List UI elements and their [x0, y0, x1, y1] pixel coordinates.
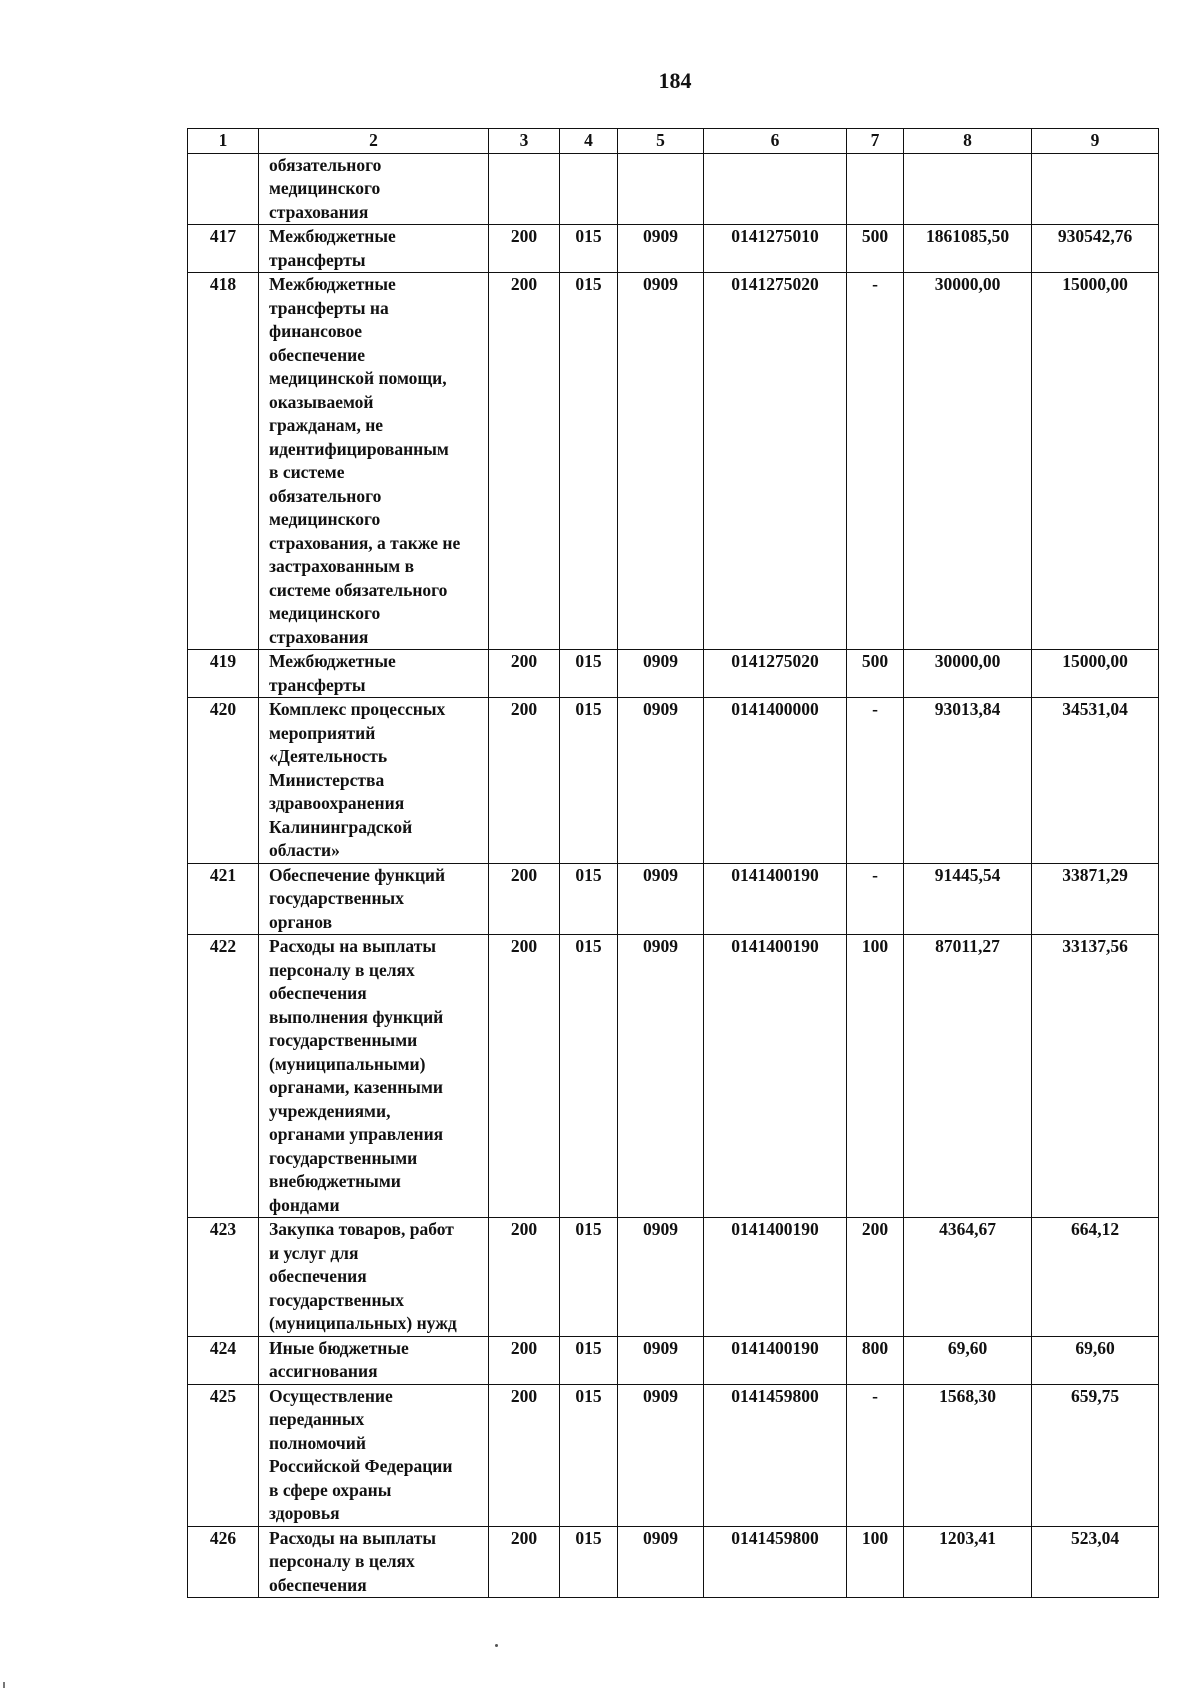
header-cell-2: 2: [259, 129, 489, 154]
row-code-7-cell: -: [847, 273, 904, 650]
row-code-4-cell: 015: [560, 1336, 618, 1384]
row-amount-8-cell: 91445,54: [904, 863, 1032, 935]
row-name-line: государственных: [269, 1289, 404, 1310]
table-row: [188, 698, 1159, 864]
header-cell-6: 6: [704, 129, 847, 154]
row-amount-8-cell: 4364,67: [904, 1218, 1032, 1337]
row-code-5-cell: 0909: [618, 1384, 704, 1526]
row-name-line: Межбюджетные: [269, 651, 396, 671]
row-amount-8-cell: 93013,84: [904, 698, 1032, 864]
row-code-6-cell: 0141400190: [704, 1218, 847, 1337]
row-code-6-cell: 0141275020: [704, 273, 847, 650]
row-amount-9-cell: 15000,00: [1032, 273, 1159, 650]
row-name-line: Закупка товаров, работ: [269, 1219, 454, 1239]
row-amount-9-cell: 523,04: [1032, 1526, 1159, 1598]
row-name-cell: [259, 153, 489, 225]
row-amount-8-cell: 1861085,50: [904, 225, 1032, 273]
row-name-cell: [259, 1336, 489, 1384]
row-name-line: (муниципальными): [269, 1053, 426, 1074]
row-name-line: персоналу в целях: [269, 1551, 415, 1571]
row-code-3-cell: 200: [489, 650, 560, 698]
row-code-3-cell: 200: [489, 935, 560, 1218]
row-code-4-cell: 015: [560, 863, 618, 935]
row-code-4-cell: 015: [560, 650, 618, 698]
row-code-6-cell: 0141275010: [704, 225, 847, 273]
row-name-line: Комплекс процессных: [269, 699, 446, 719]
row-number-cell: 418: [188, 273, 259, 650]
row-name-line: Расходы на выплаты: [269, 1527, 436, 1548]
row-code-6-cell: 0141275020: [704, 650, 847, 698]
row-code-7-cell: -: [847, 863, 904, 935]
row-code-6-cell: 0141459800: [704, 1526, 847, 1598]
row-code-7-cell: 200: [847, 1218, 904, 1337]
row-code-7-cell: -: [847, 698, 904, 864]
row-name-line: государственными: [269, 1030, 418, 1050]
row-name-line: обеспечения: [269, 1266, 367, 1286]
row-code-4-cell: 015: [560, 698, 618, 864]
row-amount-8-cell: 69,60: [904, 1336, 1032, 1384]
row-code-7-cell: 800: [847, 1336, 904, 1384]
row-name-line: мероприятий: [269, 722, 376, 743]
table-row: [188, 1384, 1159, 1526]
row-name-cell: [259, 273, 489, 650]
row-name-line: органов: [269, 911, 333, 932]
row-code-5-cell: 0909: [618, 650, 704, 698]
row-code-4-cell: 015: [560, 225, 618, 273]
row-code-5-cell: 0909: [618, 273, 704, 650]
row-amount-9-cell: 659,75: [1032, 1384, 1159, 1526]
row-code-4-cell: 015: [560, 1384, 618, 1526]
row-code-5-cell: 0909: [618, 225, 704, 273]
row-name-line: здравоохранения: [269, 793, 405, 813]
header-cell-5: 5: [618, 129, 704, 154]
table-row: [188, 1336, 1159, 1384]
row-name-line: трансферты: [269, 249, 366, 270]
row-name-line: персоналу в целях: [269, 959, 415, 980]
row-name-line: в системе: [269, 462, 345, 482]
row-code-7-cell: -: [847, 1384, 904, 1526]
row-code-3-cell: [489, 153, 560, 225]
row-code-4-cell: 015: [560, 273, 618, 650]
row-name-cell: [259, 698, 489, 864]
row-name-line: системе обязательного: [269, 579, 448, 600]
row-number-cell: 422: [188, 935, 259, 1218]
table-body: [188, 153, 1159, 1598]
row-name-line: медицинской помощи,: [269, 368, 447, 388]
row-number-cell: 417: [188, 225, 259, 273]
row-name-line: обеспечения: [269, 1574, 367, 1595]
row-name-line: идентифицированным: [269, 438, 449, 459]
row-name-line: страхования: [269, 626, 369, 647]
row-code-4-cell: 015: [560, 1526, 618, 1598]
row-name-line: полномочий: [269, 1432, 366, 1453]
row-code-5-cell: 0909: [618, 1526, 704, 1598]
row-name-line: страхования, а также не: [269, 532, 461, 553]
row-name-line: государственных: [269, 888, 404, 908]
row-code-7-cell: 500: [847, 650, 904, 698]
row-name-line: трансферты на: [269, 297, 389, 318]
header-row: [188, 129, 1159, 154]
row-name-line: гражданам, не: [269, 415, 384, 435]
scan-mark: [3, 1682, 5, 1688]
row-amount-9-cell: 69,60: [1032, 1336, 1159, 1384]
row-name-cell: [259, 1384, 489, 1526]
row-name-line: органами управления: [269, 1124, 444, 1144]
row-name-line: Иные бюджетные: [269, 1337, 409, 1358]
row-code-6-cell: [704, 153, 847, 225]
row-code-3-cell: 200: [489, 698, 560, 864]
row-amount-9-cell: 33871,29: [1032, 863, 1159, 935]
row-amount-8-cell: 30000,00: [904, 273, 1032, 650]
row-name-line: Осуществление: [269, 1385, 393, 1406]
row-name-line: медицинского: [269, 509, 381, 529]
row-code-5-cell: 0909: [618, 935, 704, 1218]
header-cell-1: 1: [188, 129, 259, 154]
row-code-7-cell: 100: [847, 935, 904, 1218]
row-name-cell: [259, 935, 489, 1218]
row-code-5-cell: 0909: [618, 863, 704, 935]
page-number: 184: [658, 68, 692, 93]
row-name-line: области»: [269, 840, 340, 860]
table-row: [188, 650, 1159, 698]
row-name-cell: [259, 225, 489, 273]
row-name-cell: [259, 650, 489, 698]
row-name-cell: [259, 1526, 489, 1598]
row-name-line: Министерства: [269, 769, 385, 790]
row-name-line: Межбюджетные: [269, 226, 396, 246]
row-code-7-cell: [847, 153, 904, 225]
row-name-line: Обеспечение функций: [269, 864, 446, 885]
header-cell-9: 9: [1032, 129, 1159, 154]
table-row: [188, 1526, 1159, 1598]
row-name-line: Расходы на выплаты: [269, 936, 436, 956]
row-code-3-cell: 200: [489, 863, 560, 935]
row-name-line: переданных: [269, 1409, 365, 1429]
header-cell-8: 8: [904, 129, 1032, 154]
row-name-line: медицинского: [269, 178, 381, 198]
row-name-line: (муниципальных) нужд: [269, 1313, 457, 1333]
row-number-cell: 424: [188, 1336, 259, 1384]
row-amount-9-cell: 15000,00: [1032, 650, 1159, 698]
row-name-line: обязательного: [269, 154, 382, 175]
row-number-cell: 421: [188, 863, 259, 935]
table-row: [188, 863, 1159, 935]
row-name-line: медицинского: [269, 603, 381, 623]
header-cell-4: 4: [560, 129, 618, 154]
row-amount-8-cell: [904, 153, 1032, 225]
row-code-6-cell: 0141459800: [704, 1384, 847, 1526]
row-code-3-cell: 200: [489, 1218, 560, 1337]
row-name-line: учреждениями,: [269, 1100, 391, 1121]
row-amount-9-cell: [1032, 153, 1159, 225]
row-number-cell: 419: [188, 650, 259, 698]
row-name-line: ассигнования: [269, 1361, 378, 1381]
row-name-line: трансферты: [269, 674, 366, 695]
table-row: [188, 935, 1159, 1218]
row-code-3-cell: 200: [489, 273, 560, 650]
row-name-line: обеспечение: [269, 344, 366, 365]
row-amount-9-cell: 34531,04: [1032, 698, 1159, 864]
row-name-line: застрахованным в: [269, 556, 415, 576]
row-amount-8-cell: 1203,41: [904, 1526, 1032, 1598]
row-code-6-cell: 0141400190: [704, 935, 847, 1218]
row-name-line: органами, казенными: [269, 1077, 443, 1097]
row-name-line: и услуг для: [269, 1242, 359, 1263]
row-name-line: Калининградской: [269, 816, 413, 837]
row-number-cell: 425: [188, 1384, 259, 1526]
row-amount-8-cell: 87011,27: [904, 935, 1032, 1218]
row-code-5-cell: 0909: [618, 698, 704, 864]
row-code-4-cell: 015: [560, 1218, 618, 1337]
row-code-3-cell: 200: [489, 225, 560, 273]
row-name-line: в сфере охраны: [269, 1479, 392, 1500]
row-name-cell: [259, 1218, 489, 1337]
row-code-3-cell: 200: [489, 1526, 560, 1598]
row-name-line: Межбюджетные: [269, 274, 396, 294]
row-name-line: страхования: [269, 201, 369, 222]
row-code-5-cell: [618, 153, 704, 225]
table-row: [188, 273, 1159, 650]
row-code-7-cell: 100: [847, 1526, 904, 1598]
scan-dot: [495, 1644, 498, 1647]
row-number-cell: [188, 153, 259, 225]
row-number-cell: 426: [188, 1526, 259, 1598]
table-row: [188, 153, 1159, 225]
row-name-line: государственными: [269, 1147, 418, 1168]
row-amount-9-cell: 33137,56: [1032, 935, 1159, 1218]
row-name-line: Российской Федерации: [269, 1456, 453, 1476]
row-name-line: «Деятельность: [269, 746, 388, 766]
header-cell-7: 7: [847, 129, 904, 154]
row-code-6-cell: 0141400190: [704, 863, 847, 935]
row-amount-8-cell: 1568,30: [904, 1384, 1032, 1526]
row-code-4-cell: 015: [560, 935, 618, 1218]
row-name-line: оказываемой: [269, 391, 374, 412]
row-name-line: выполнения функций: [269, 1006, 444, 1027]
row-code-6-cell: 0141400000: [704, 698, 847, 864]
row-amount-8-cell: 30000,00: [904, 650, 1032, 698]
row-code-3-cell: 200: [489, 1336, 560, 1384]
row-code-5-cell: 0909: [618, 1336, 704, 1384]
row-name-cell: [259, 863, 489, 935]
header-cell-3: 3: [489, 129, 560, 154]
budget-table: [187, 128, 1159, 1598]
row-name-line: обеспечения: [269, 983, 367, 1003]
row-code-4-cell: [560, 153, 618, 225]
row-code-3-cell: 200: [489, 1384, 560, 1526]
row-name-line: фондами: [269, 1194, 340, 1215]
row-code-6-cell: 0141400190: [704, 1336, 847, 1384]
row-amount-9-cell: 930542,76: [1032, 225, 1159, 273]
table-row: [188, 225, 1159, 273]
row-code-5-cell: 0909: [618, 1218, 704, 1337]
row-name-line: внебюджетными: [269, 1171, 401, 1191]
row-name-line: финансовое: [269, 321, 363, 341]
row-name-line: здоровья: [269, 1503, 340, 1523]
row-code-7-cell: 500: [847, 225, 904, 273]
row-amount-9-cell: 664,12: [1032, 1218, 1159, 1337]
row-number-cell: 420: [188, 698, 259, 864]
table-row: [188, 1218, 1159, 1337]
row-name-line: обязательного: [269, 485, 382, 506]
row-number-cell: 423: [188, 1218, 259, 1337]
